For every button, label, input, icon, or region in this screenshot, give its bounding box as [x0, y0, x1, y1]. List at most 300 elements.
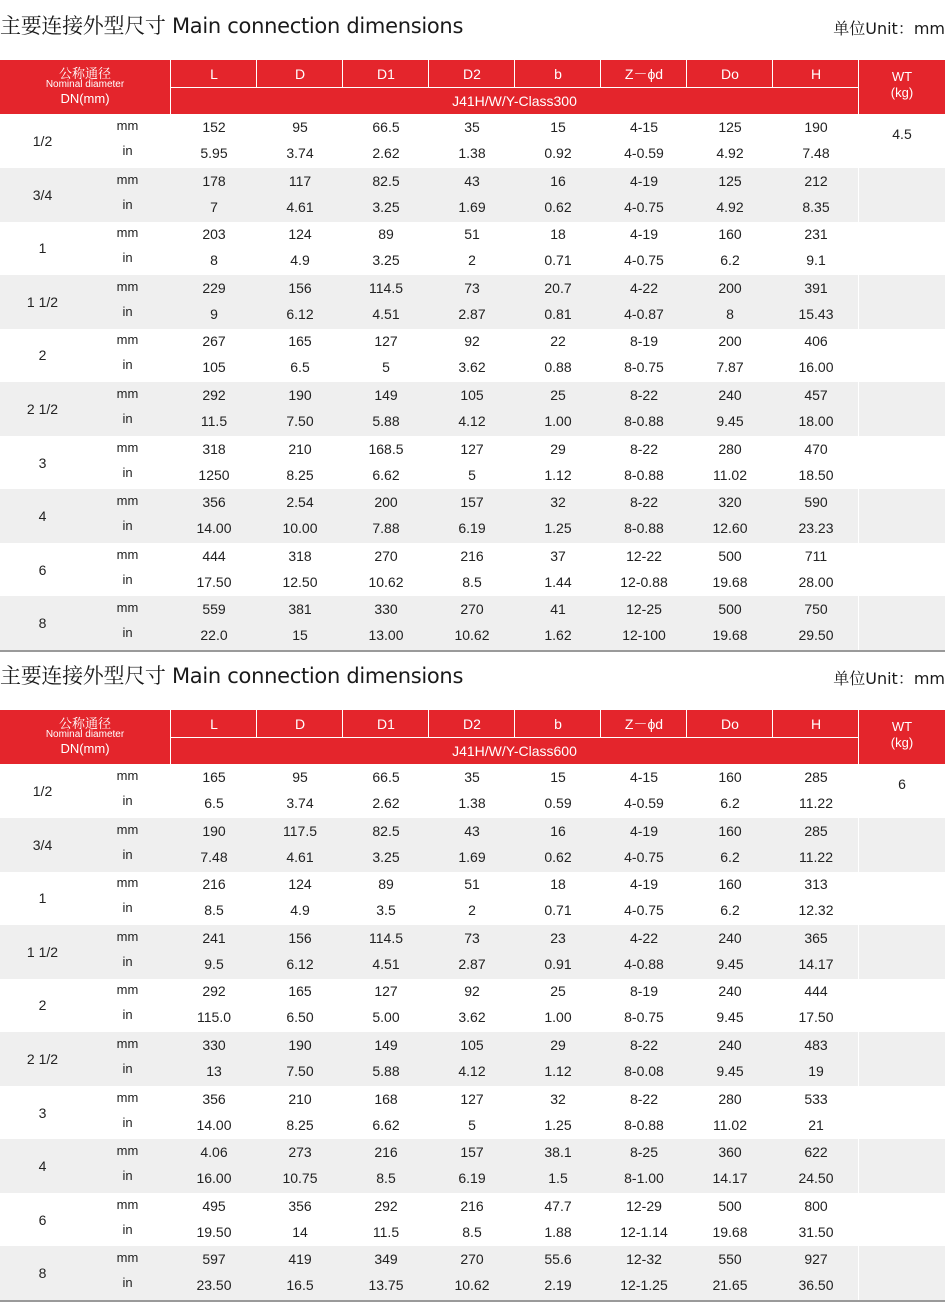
cell-mm: 313	[804, 876, 828, 893]
cell-in: 11.22	[799, 848, 833, 865]
cell-mm: 18	[550, 876, 566, 893]
cell-mm: 8-19	[629, 983, 659, 1000]
cell-in: 13.00	[368, 627, 404, 644]
cell-in: 9.45	[716, 955, 744, 972]
cell-in: 3.25	[372, 252, 400, 269]
cell-in: 10.62	[454, 627, 490, 644]
cell-mm: 35	[464, 769, 480, 785]
cell-mm: 66.5	[372, 769, 400, 785]
dn-value: 2 1/2	[26, 1051, 59, 1067]
cell-mm: 4-15	[629, 769, 659, 785]
cell-mm: 216	[374, 1144, 398, 1161]
table-row	[0, 221, 945, 275]
header-divider	[600, 710, 601, 737]
cell-mm: 4-19	[629, 822, 659, 839]
cell-in: 6.2	[720, 902, 740, 919]
cell-in: 6.19	[458, 520, 486, 537]
cell-mm: 25	[550, 387, 566, 403]
cell-mm: 210	[288, 440, 312, 457]
cell-in: 12-1.14	[620, 1223, 668, 1240]
cell-mm: 152	[202, 119, 226, 135]
row-band	[859, 168, 945, 222]
wt-header	[859, 69, 945, 101]
cell-in: 14	[292, 1223, 308, 1240]
cell-mm: 37	[550, 547, 566, 564]
wt-value: 4.5	[892, 126, 912, 142]
cell-mm: 270	[460, 601, 484, 618]
cell-in: 1.38	[458, 795, 486, 811]
cell-mm: 4-15	[629, 119, 659, 135]
cell-mm: 117	[288, 172, 312, 189]
cell-mm: 216	[460, 1197, 484, 1214]
cell-in: 21.65	[712, 1277, 748, 1294]
row-band	[859, 1032, 945, 1086]
cell-mm: 89	[378, 876, 394, 893]
cell-in: 10.75	[282, 1170, 318, 1187]
table-row	[0, 328, 945, 382]
cell-mm: 89	[378, 226, 394, 243]
cell-in: 8-0.88	[624, 413, 664, 429]
header-divider	[342, 710, 343, 737]
cell-mm: 165	[288, 983, 312, 1000]
cell-in: 0.92	[544, 145, 572, 161]
header-divider	[600, 60, 601, 87]
cell-mm: 165	[202, 769, 226, 785]
header-divider	[256, 710, 257, 737]
cell-mm: 200	[374, 494, 398, 511]
cell-in: 115.0	[197, 1009, 231, 1026]
unit-in-label: in	[122, 953, 133, 969]
cell-mm: 330	[374, 601, 398, 618]
cell-in: 16.5	[286, 1277, 314, 1294]
table-row	[0, 436, 945, 490]
cell-in: 1.88	[544, 1223, 572, 1240]
cell-in: 7.48	[200, 848, 228, 865]
table-row	[0, 1193, 945, 1247]
cell-mm: 318	[202, 440, 226, 457]
cell-in: 9.5	[204, 955, 224, 972]
dn-value: 4	[38, 1158, 47, 1175]
row-band	[859, 382, 945, 436]
cell-mm: 156	[288, 279, 312, 296]
cell-mm: 356	[288, 1197, 312, 1214]
cell-mm: 95	[292, 769, 308, 785]
cell-in: 4-0.59	[624, 795, 664, 811]
column-header: Z－ϕd	[624, 66, 664, 82]
cell-in: 4.51	[372, 305, 400, 322]
wt-header	[859, 719, 945, 751]
unit-in-label: in	[122, 846, 133, 862]
unit-mm-label: mm	[116, 1143, 139, 1159]
column-header: b	[554, 716, 562, 732]
cell-in: 4-0.87	[624, 305, 664, 322]
cell-mm: 711	[804, 547, 828, 564]
cell-in: 10.62	[454, 1277, 490, 1294]
column-header: D	[294, 66, 306, 82]
cell-mm: 149	[374, 1037, 398, 1053]
cell-mm: 349	[374, 1251, 398, 1268]
cell-mm: 29	[550, 440, 566, 457]
cell-mm: 190	[288, 1037, 312, 1053]
cell-in: 7.88	[372, 520, 400, 537]
cell-mm: 51	[464, 226, 480, 243]
table-bottom-rule	[0, 650, 945, 652]
cell-in: 8-0.08	[624, 1063, 664, 1079]
cell-in: 1.12	[544, 1063, 572, 1079]
unit-in-label: in	[122, 571, 133, 587]
cell-mm: 157	[460, 1144, 484, 1161]
cell-mm: 8-25	[629, 1144, 659, 1161]
cell-in: 19.68	[712, 573, 748, 590]
cell-in: 2.87	[458, 955, 486, 972]
dn-value: 1 1/2	[26, 943, 59, 960]
unit-in-label: in	[122, 1007, 133, 1023]
cell-in: 8.5	[204, 902, 224, 919]
cell-in: 8-1.00	[624, 1170, 664, 1187]
cell-in: 1.44	[544, 573, 572, 590]
column-header: Z－ϕd	[624, 716, 664, 732]
dn-value: 1/2	[32, 783, 53, 799]
column-header: D2	[463, 66, 481, 82]
cell-mm: 127	[374, 983, 398, 1000]
cell-mm: 149	[374, 387, 398, 403]
cell-in: 2	[468, 902, 476, 919]
table-row	[0, 168, 945, 222]
cell-in: 15.43	[798, 305, 834, 322]
cell-mm: 550	[718, 1251, 742, 1268]
cell-in: 28.00	[798, 573, 834, 590]
cell-in: 0.62	[544, 848, 572, 865]
cell-in: 2.62	[372, 795, 400, 811]
cell-in: 14.00	[196, 520, 232, 537]
unit-in-label: in	[122, 625, 133, 641]
cell-mm: 280	[718, 440, 742, 457]
cell-in: 9	[210, 305, 218, 322]
cell-mm: 35	[464, 119, 480, 135]
unit-mm-label: mm	[116, 600, 139, 616]
unit-in-label: in	[122, 1221, 133, 1237]
cell-mm: 240	[718, 1037, 742, 1053]
column-header: L	[210, 66, 218, 82]
class-label: J41H/W/Y-Class600	[452, 743, 577, 759]
cell-mm: 32	[550, 494, 566, 511]
column-header: H	[810, 66, 822, 82]
unit-mm-label: mm	[116, 1089, 139, 1105]
cell-in: 6.12	[286, 955, 314, 972]
cell-mm: 280	[718, 1090, 742, 1107]
dn-value: 2 1/2	[26, 401, 59, 417]
cell-mm: 32	[550, 1090, 566, 1107]
cell-mm: 43	[464, 822, 480, 839]
cell-mm: 444	[804, 983, 828, 1000]
cell-in: 16.00	[196, 1170, 232, 1187]
cell-in: 6.62	[372, 1116, 400, 1133]
cell-mm: 470	[804, 440, 828, 457]
cell-in: 6.62	[372, 466, 400, 483]
unit-in-label: in	[122, 900, 133, 916]
cell-in: 8.25	[286, 466, 314, 483]
dn-value: 1 1/2	[26, 293, 59, 310]
cell-mm: 15	[550, 769, 566, 785]
unit-in-label: in	[122, 143, 133, 158]
cell-mm: 22	[550, 333, 566, 350]
cell-mm: 590	[804, 494, 828, 511]
unit-mm-label: mm	[116, 768, 139, 783]
cell-mm: 273	[288, 1144, 312, 1161]
wt-header-unit: (kg)	[890, 85, 914, 100]
header-divider	[514, 60, 515, 87]
dn-value: 1	[38, 890, 47, 907]
cell-in: 6.50	[286, 1009, 314, 1026]
header-divider	[772, 710, 773, 737]
cell-mm: 92	[464, 333, 480, 350]
cell-in: 14.17	[712, 1170, 748, 1187]
column-header: L	[210, 716, 218, 732]
cell-in: 8.25	[286, 1116, 314, 1133]
wt-header-label: WT	[891, 69, 913, 84]
cell-in: 0.62	[544, 198, 572, 215]
dn-value: 3/4	[32, 186, 53, 203]
cell-in: 8.5	[462, 573, 482, 590]
cell-mm: 41	[550, 601, 566, 618]
row-band	[859, 275, 945, 329]
table-row	[0, 1032, 945, 1086]
cell-in: 5.95	[200, 145, 228, 161]
cell-mm: 320	[718, 494, 742, 511]
cell-mm: 160	[718, 226, 742, 243]
cell-in: 4.9	[290, 252, 310, 269]
cell-mm: 8-22	[629, 440, 659, 457]
column-header: D1	[377, 66, 395, 82]
cell-mm: 23	[550, 929, 566, 946]
column-header: D2	[463, 716, 481, 732]
cell-in: 8-0.88	[624, 520, 664, 537]
cell-in: 4-0.75	[624, 848, 664, 865]
cell-mm: 216	[460, 547, 484, 564]
cell-in: 12.50	[282, 573, 318, 590]
cell-mm: 29	[550, 1037, 566, 1053]
cell-mm: 8-22	[629, 1037, 659, 1053]
column-header: Do	[721, 66, 739, 82]
cell-mm: 82.5	[372, 172, 400, 189]
cell-in: 7.50	[286, 1063, 314, 1079]
cell-mm: 73	[464, 279, 480, 296]
cell-in: 8.35	[802, 198, 830, 215]
cell-in: 11.5	[200, 413, 228, 429]
dimension-table-section	[0, 660, 945, 1294]
dn-header-unit: DN(mm)	[60, 741, 110, 756]
cell-in: 9.45	[716, 1009, 744, 1026]
cell-in: 6.5	[204, 795, 224, 811]
unit-mm-label: mm	[116, 332, 139, 348]
cell-mm: 559	[202, 601, 226, 618]
dn-header-en: Nominal diameter	[45, 729, 125, 740]
cell-mm: 73	[464, 929, 480, 946]
cell-mm: 165	[288, 333, 312, 350]
unit-mm-label: mm	[116, 982, 139, 998]
cell-in: 4.92	[716, 145, 744, 161]
unit-label: 单位Unit：mm	[833, 19, 945, 38]
cell-in: 8.5	[462, 1223, 482, 1240]
cell-in: 3.5	[376, 902, 396, 919]
cell-mm: 240	[718, 983, 742, 1000]
cell-mm: 51	[464, 876, 480, 893]
cell-in: 4.51	[372, 955, 400, 972]
cell-mm: 240	[718, 387, 742, 403]
cell-mm: 406	[804, 333, 828, 350]
cell-in: 12-1.25	[620, 1277, 668, 1294]
cell-in: 24.50	[798, 1170, 834, 1187]
cell-in: 19.68	[712, 627, 748, 644]
cell-mm: 500	[718, 601, 742, 618]
cell-in: 4.9	[290, 902, 310, 919]
table-row	[0, 818, 945, 872]
cell-mm: 125	[718, 119, 742, 135]
unit-mm-label: mm	[116, 439, 139, 455]
cell-mm: 12-25	[626, 601, 662, 618]
cell-mm: 190	[202, 822, 226, 839]
cell-in: 4.61	[286, 848, 314, 865]
row-band	[859, 1246, 945, 1300]
unit-in-label: in	[122, 250, 133, 266]
unit-mm-label: mm	[116, 171, 139, 187]
cell-in: 8.5	[376, 1170, 396, 1187]
cell-mm: 4-19	[629, 226, 659, 243]
dn-value: 1	[38, 240, 47, 257]
cell-mm: 168.5	[368, 440, 404, 457]
cell-in: 17.50	[196, 573, 232, 590]
cell-mm: 124	[288, 876, 312, 893]
unit-in-label: in	[122, 303, 133, 319]
section-title: 主要连接外型尺寸 Main connection dimensions	[0, 14, 464, 38]
cell-in: 23.50	[196, 1277, 232, 1294]
table-row	[0, 596, 945, 650]
cell-mm: 381	[288, 601, 312, 618]
cell-in: 7.87	[716, 359, 744, 376]
cell-in: 1.25	[544, 1116, 572, 1133]
cell-in: 3.74	[286, 795, 314, 811]
cell-in: 14.00	[196, 1116, 232, 1133]
cell-mm: 240	[718, 929, 742, 946]
table-row	[0, 382, 945, 436]
dn-header-cn: 公称通径	[58, 717, 111, 732]
cell-mm: 231	[804, 226, 828, 243]
cell-mm: 117.5	[283, 822, 317, 839]
header-divider	[686, 710, 687, 737]
row-band	[859, 596, 945, 650]
table-bottom-rule	[0, 1300, 945, 1302]
unit-mm-label: mm	[116, 493, 139, 509]
cell-mm: 270	[374, 547, 398, 564]
cell-mm: 270	[460, 1251, 484, 1268]
unit-mm-label: mm	[116, 875, 139, 891]
cell-in: 1.12	[544, 466, 572, 483]
unit-in-label: in	[122, 196, 133, 212]
cell-in: 1.69	[458, 848, 486, 865]
unit-mm-label: mm	[116, 1196, 139, 1212]
cell-in: 4-0.88	[624, 955, 664, 972]
cell-mm: 292	[374, 1197, 398, 1214]
cell-in: 7.50	[286, 413, 314, 429]
header-divider	[772, 60, 773, 87]
wt-column-divider	[858, 764, 859, 1300]
column-header: D1	[377, 716, 395, 732]
cell-mm: 12-32	[626, 1251, 662, 1268]
cell-mm: 105	[460, 1037, 484, 1053]
cell-in: 0.71	[544, 252, 572, 269]
cell-in: 4-0.59	[624, 145, 664, 161]
unit-mm-label: mm	[116, 118, 139, 133]
cell-in: 11.02	[713, 466, 747, 483]
table-header	[0, 60, 945, 114]
cell-in: 31.50	[798, 1223, 834, 1240]
cell-mm: 178	[202, 172, 226, 189]
cell-in: 18.00	[798, 413, 834, 429]
cell-in: 19	[808, 1063, 824, 1079]
cell-in: 4.61	[286, 198, 314, 215]
cell-mm: 4.06	[200, 1144, 228, 1161]
cell-mm: 12-29	[626, 1197, 662, 1214]
header-divider	[256, 60, 257, 87]
cell-mm: 12-22	[626, 547, 662, 564]
header-divider	[428, 710, 429, 737]
cell-in: 12-100	[622, 627, 666, 644]
unit-mm-label: mm	[116, 386, 139, 401]
cell-mm: 444	[202, 547, 226, 564]
class-label: J41H/W/Y-Class300	[452, 93, 577, 109]
column-header: H	[810, 716, 822, 732]
cell-mm: 285	[804, 822, 828, 839]
cell-mm: 391	[804, 279, 828, 296]
cell-in: 4.12	[458, 413, 486, 429]
cell-in: 5	[468, 1116, 476, 1133]
row-band	[859, 818, 945, 872]
cell-in: 21	[808, 1116, 824, 1133]
table-row	[0, 1139, 945, 1193]
cell-in: 1.38	[458, 145, 486, 161]
cell-mm: 8-22	[629, 494, 659, 511]
unit-mm-label: mm	[116, 928, 139, 944]
cell-in: 18.50	[798, 466, 834, 483]
cell-in: 13.75	[368, 1277, 404, 1294]
dn-header-en: Nominal diameter	[45, 79, 125, 90]
cell-in: 9.45	[716, 1063, 744, 1079]
cell-mm: 2.54	[286, 494, 314, 511]
cell-in: 36.50	[798, 1277, 834, 1294]
unit-in-label: in	[122, 464, 133, 480]
table-row	[0, 1246, 945, 1300]
cell-in: 23.23	[798, 520, 834, 537]
cell-in: 8-0.75	[624, 359, 664, 376]
cell-in: 8-0.88	[624, 466, 664, 483]
cell-in: 29.50	[798, 627, 834, 644]
cell-mm: 43	[464, 172, 480, 189]
cell-in: 1.69	[458, 198, 486, 215]
cell-mm: 15	[550, 119, 566, 135]
cell-mm: 8-22	[629, 387, 659, 403]
cell-in: 11.5	[372, 1223, 400, 1240]
cell-mm: 47.7	[544, 1197, 572, 1214]
cell-mm: 8-19	[629, 333, 659, 350]
cell-in: 15	[292, 627, 308, 644]
cell-mm: 212	[804, 172, 828, 189]
cell-mm: 241	[202, 929, 226, 946]
unit-in-label: in	[122, 1114, 133, 1130]
cell-in: 9.1	[806, 252, 826, 269]
dn-value: 4	[38, 508, 47, 525]
cell-mm: 92	[464, 983, 480, 1000]
table-row	[0, 489, 945, 543]
